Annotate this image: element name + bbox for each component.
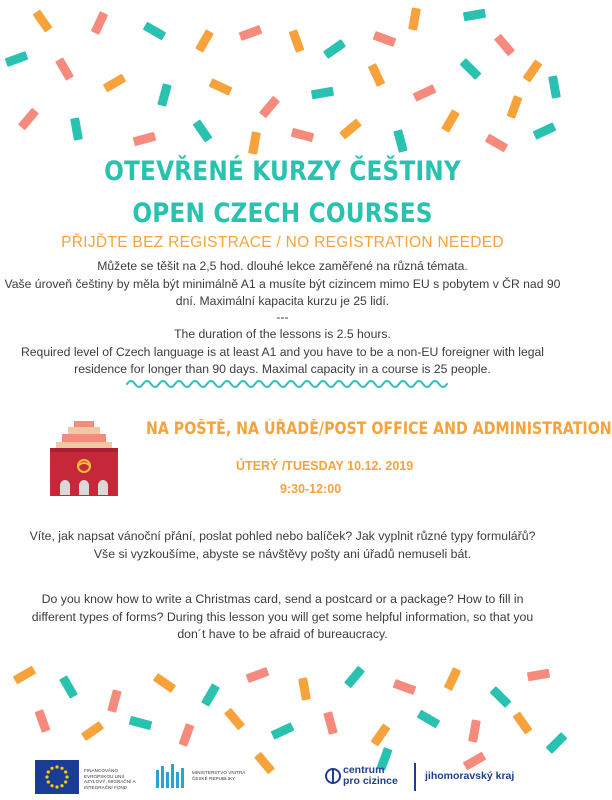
confetti-piece [490, 686, 512, 708]
confetti-piece [393, 129, 407, 153]
confetti-piece [460, 58, 482, 80]
centrum-line2: pro cizince [343, 775, 398, 787]
post-office-building-icon [48, 421, 120, 497]
confetti-piece [417, 710, 441, 729]
description-english: Do you know how to write a Christmas card, send a postcard or a package? How to fill in different types of forms? During this lesson you will get some helpful information, so that you don´t have to be afraid of bureaucracy. [31, 592, 534, 642]
confetti-piece [463, 9, 486, 22]
confetti-piece [129, 716, 153, 730]
confetti-piece [143, 22, 167, 41]
confetti-piece [468, 719, 481, 742]
confetti-piece [373, 31, 397, 47]
event-title: NA POŠTĚ, NA ÚŘADĚ/POST OFFICE AND ADMINISTRATION [146, 419, 612, 438]
confetti-piece [195, 29, 214, 53]
confetti-piece [18, 108, 39, 131]
confetti-piece [248, 131, 261, 154]
confetti-piece [209, 78, 233, 95]
wave-divider [125, 376, 445, 392]
confetti-piece [533, 122, 557, 139]
confetti-piece [323, 39, 346, 59]
title-czech: OTEVŘENÉ KURZY ČEŠTINY [104, 156, 461, 187]
confetti-piece [441, 109, 460, 133]
confetti-piece [35, 709, 51, 733]
confetti-piece [527, 669, 550, 682]
centrum-line1: centrum [343, 764, 385, 776]
ministry-text: MINISTERSTVO VNITRA ČESKÉ REPUBLIKY [192, 770, 246, 781]
intro-czech: Můžete se těšit na 2,5 hod. dlouhé lekce zaměřené na různá témata. Vaše úroveň češtiny by měla být minimálně A1 a musíte být cizincem mimo EU s pobytem v ČR nad 90 dní. Maximální kapacita kurzu je 25 lidí. [4, 259, 561, 309]
confetti-piece [323, 711, 337, 735]
confetti-piece [81, 721, 104, 741]
eu-flag-icon [35, 760, 79, 794]
confetti-piece [513, 711, 533, 734]
confetti-piece [393, 679, 417, 695]
event-date: ÚTERÝ /TUESDAY 10.12. 2019 [236, 459, 414, 473]
confetti-piece [239, 25, 263, 41]
confetti-piece [246, 667, 270, 683]
confetti-piece [485, 134, 509, 153]
confetti-piece [33, 9, 53, 32]
confetti-piece [201, 683, 220, 707]
confetti-piece [523, 59, 543, 82]
no-registration-subtitle: PŘIJĎTE BEZ REGISTRACE / NO REGISTRATION NEEDED [61, 234, 504, 251]
confetti-piece [70, 117, 83, 140]
eu-funding-text: FINANCOVÁNO EVROPSKOU UNIÍ AZYLOVÝ, MIGRAČNÍ A INTEGRAČNÍ FOND [84, 768, 136, 790]
confetti-piece [55, 57, 74, 81]
confetti-piece [311, 87, 334, 100]
ministry-logo-icon [154, 762, 188, 790]
confetti-piece [107, 689, 121, 713]
event-time: 9:30-12:00 [280, 482, 342, 496]
centrum-logo-icon [325, 765, 341, 787]
confetti-piece [507, 95, 523, 119]
confetti-piece [368, 63, 385, 87]
confetti-piece [548, 75, 561, 98]
confetti-piece [371, 723, 391, 746]
confetti-piece [91, 11, 108, 35]
region-name: jihomoravský kraj [425, 770, 515, 782]
confetti-piece [271, 722, 295, 739]
separator-text: --- [276, 310, 289, 324]
confetti-piece [291, 128, 315, 142]
confetti-piece [193, 119, 213, 142]
confetti-piece [59, 675, 78, 699]
intro-english: The duration of the lessons is 2.5 hours. Required level of Czech language is at least A1 and you have to be a non-EU foreigner with legal residence for longer than 90 days. Maximal capacity in a course is 25 people. [20, 327, 545, 377]
confetti-piece [133, 132, 157, 146]
confetti-piece [408, 7, 421, 30]
confetti-piece [344, 666, 365, 689]
confetti-piece [413, 84, 437, 101]
confetti-piece [298, 677, 311, 700]
confetti-piece [13, 666, 37, 685]
logo-divider [414, 763, 416, 791]
confetti-piece [259, 96, 280, 119]
confetti-piece [494, 34, 515, 57]
footer-logos [0, 748, 565, 800]
confetti-piece [5, 51, 29, 67]
confetti-piece [153, 673, 176, 693]
description-czech: Víte, jak napsat vánoční přání, poslat pohled nebo balíček? Jak vyplnit různé typy formulářů? Vše si vyzkoušíme, abyste se návštěvy pošty ani úřadů nemuseli bát. [29, 529, 536, 561]
confetti-piece [179, 723, 195, 747]
confetti-piece [289, 29, 305, 53]
confetti-piece [224, 708, 245, 731]
confetti-piece [444, 667, 461, 691]
title-english: OPEN CZECH COURSES [132, 198, 433, 229]
confetti-piece [103, 74, 127, 93]
confetti-piece [157, 83, 171, 107]
confetti-piece [339, 118, 362, 139]
